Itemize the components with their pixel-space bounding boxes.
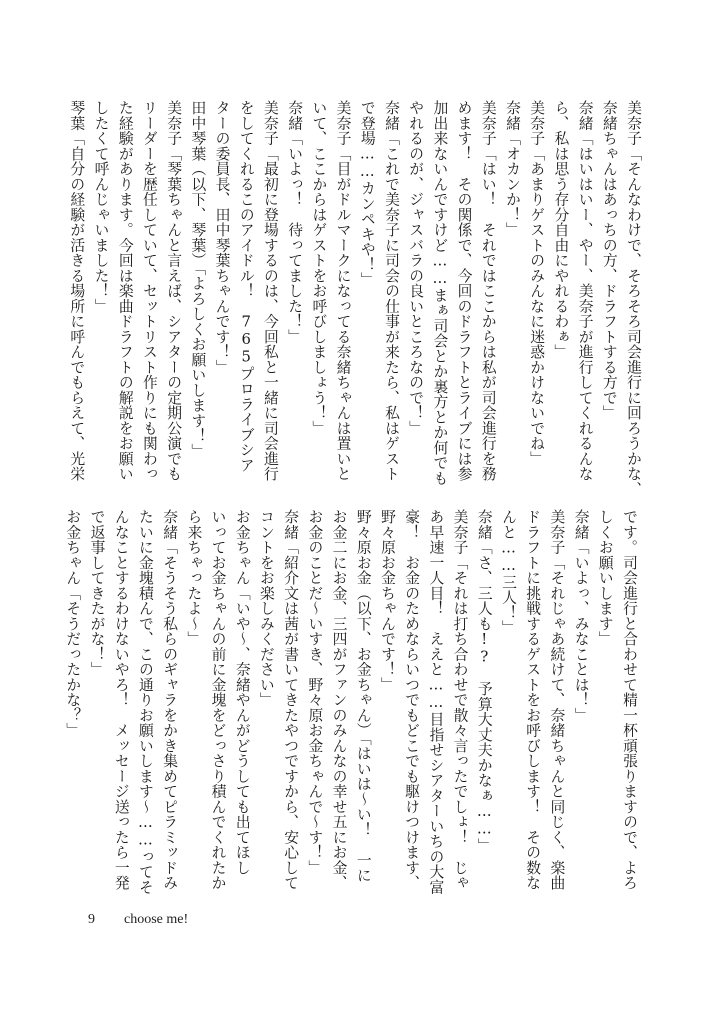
text-line: 奈緒「さ、三人も!? 予算大丈夫かなぁ……」 (475, 509, 493, 854)
text-line: 奈緒「これで美奈子に司会の仕事が来たら、私はゲスト (382, 100, 400, 482)
upper-text-tier (68, 100, 645, 497)
text-line: 野々原お金ちゃんです！」 (378, 509, 396, 692)
text-line: お金ちゃん「そうだったかな？」 (64, 509, 82, 738)
text-line: お金ちゃん「いや～、奈緒やんがどうしても出てほし (233, 509, 251, 875)
text-line: リーダーを歴任していて、セットリスト作りにも関わっ (140, 100, 158, 482)
text-line: しくお願いします」 (596, 509, 614, 647)
page-number: 9 (88, 912, 95, 927)
text-line: 奈緒「紹介文は茜が書いてきたやつですから、安心して (282, 509, 300, 891)
text-line: 田中琴葉（以下、琴葉）「よろしくお願いします！」 (189, 100, 207, 459)
text-line: んなことするわけないやろ！ メッセージ送ったら一発 (112, 509, 130, 891)
text-line: 奈緒「そうそう私らのギャラをかき集めてピラミッドみ (161, 509, 179, 891)
text-line: コントをお楽しみください」 (257, 509, 275, 708)
text-line: です。司会進行と合わせて精一杯頑張りますので、よろ (621, 509, 638, 891)
text-line: お金二にお金、三四がファンのみんなの幸せ五にお金、 (330, 509, 348, 891)
text-line: をしてくれるこのアイドル！ 765プロライブシア (237, 100, 255, 473)
text-line: お金のことだ～いすき、野々原お金ちゃんで～す！」 (306, 509, 324, 875)
text-line: たいに金塊積んで、この通りお願いします～……ってそ (136, 509, 154, 895)
text-line: 美奈子「最初に登場するのは、今回私と一緒に司会進行 (261, 100, 279, 482)
text-line: 奈緒ちゃんはあっちの方、ドラフトする方で」 (600, 100, 618, 421)
text-line: ターの委員長、田中琴葉ちゃんです！」 (213, 100, 231, 375)
text-line: 美奈子「はい！ それではここからは私が司会進行を務 (479, 100, 497, 482)
text-line: 美奈子「それじゃあ続けて、奈緒ちゃんと同じく、楽曲 (548, 509, 566, 891)
text-line: 野々原お金（以下、お金ちゃん）「はいは～い！ 一に (354, 509, 372, 883)
text-line: で登場……カンペキや！」 (358, 100, 376, 288)
text-line: ら来ちゃったよ～」 (185, 509, 203, 647)
text-line: 美奈子「それは打ち合わせで散々言ったでしょ！ じゃ (451, 509, 469, 891)
text-line: 奈緒「いよっ！ 待ってました！」 (286, 100, 304, 344)
text-line: ドラフトに挑戦するゲストをお呼びします！ その数な (524, 509, 542, 891)
text-line: で返事してきたがな！」 (88, 509, 106, 677)
text-line: いて、ここからはゲストをお呼びしましょう！」 (310, 100, 328, 436)
running-title: choose me! (124, 912, 189, 927)
text-line: 美奈子「琴葉ちゃんと言えば、シアターの定期公演でも (165, 100, 183, 482)
text-line: 豪！ お金のためならいつでもどこでも駆けつけます、 (403, 509, 421, 891)
text-line: 奈緒「オカンか！」 (503, 100, 521, 238)
text-line: 美奈子「目がドルマークになってる奈緒ちゃんは置いと (334, 100, 352, 482)
text-line: めます！ その関係で、今回のドラフトとライブには参 (455, 100, 473, 482)
text-line: んと……三人！」 (499, 509, 517, 636)
text-line: 奈緒「はいはいー、やー、美奈子が進行してくれるんな (576, 100, 594, 482)
text-line: 琴葉「自分の経験が活きる場所に呼んでもらえて、光栄 (68, 100, 86, 482)
text-line: 奈緒「いよっ、みなことは！」 (572, 509, 590, 723)
text-line: た経験があります。今回は楽曲ドラフトの解説をお願い (116, 100, 134, 482)
lower-text-tier (64, 509, 641, 895)
page-footer (0, 912, 721, 932)
text-line: ら、私は思う存分自由にやれるわぁ」 (552, 100, 570, 360)
text-line: 美奈子「そんなわけで、そろそろ司会進行に回ろうかな、 (625, 100, 642, 497)
text-line: 美奈子「あまりゲストのみんなに迷惑かけないでね」 (528, 100, 546, 466)
text-line: いってお金ちゃんの前に金塊をどっさり積んでくれたか (209, 509, 227, 891)
text-line: あ早速一人目！ ええと……目指せシアターいちの大富 (427, 509, 445, 895)
text-line: やれるのが、ジャスバラの良いところなので！」 (407, 100, 425, 436)
text-line: 加出来ないんですけど……まぁ司会とか裏方とか何でも (431, 100, 449, 486)
text-line: したくて呼んじゃいました！」 (92, 100, 110, 314)
